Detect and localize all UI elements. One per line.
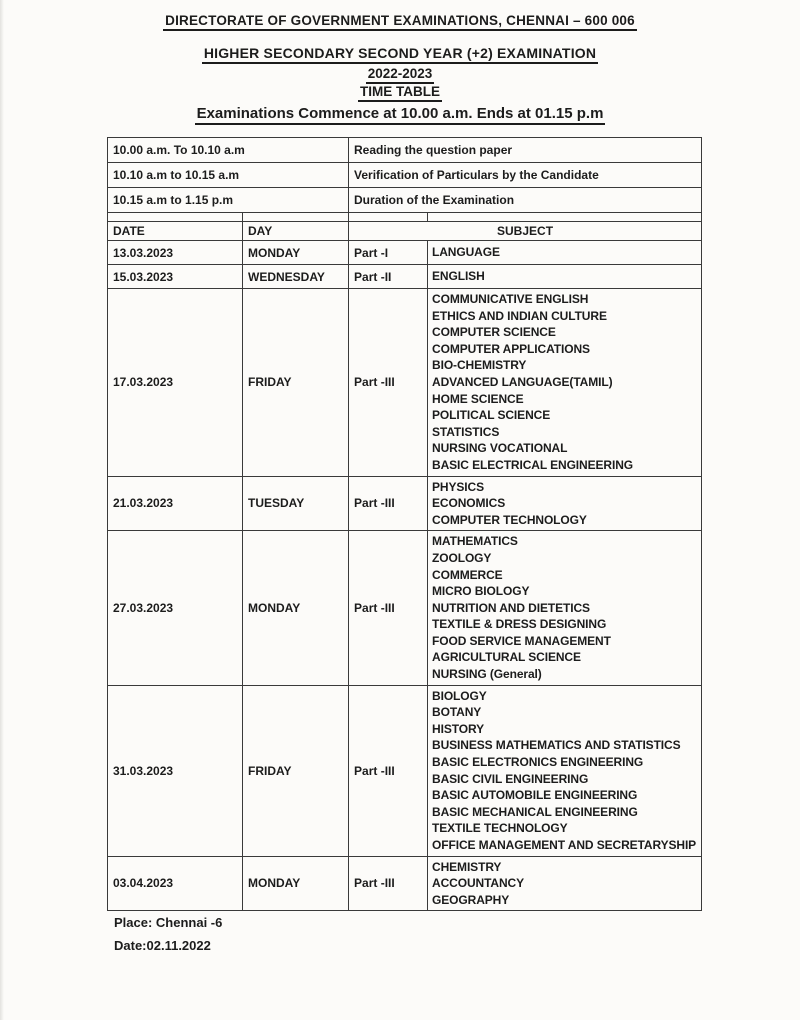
schedule-row	[108, 265, 702, 289]
info-row	[108, 188, 702, 213]
subject-column-header: SUBJECT	[349, 222, 702, 241]
footer-date: Date:02.11.2022	[114, 937, 211, 953]
footer	[114, 912, 222, 957]
part-cell: Part -I	[349, 241, 428, 265]
info-row	[108, 163, 702, 188]
timetable-label-text: TIME TABLE	[358, 84, 442, 102]
exam-title	[0, 45, 800, 64]
part-cell: Part -III	[349, 531, 428, 685]
info-activity-cell: Reading the question paper	[349, 138, 702, 163]
schedule-row	[108, 476, 702, 531]
academic-year	[0, 66, 800, 84]
part-cell: Part -III	[349, 289, 428, 477]
day-cell: FRIDAY	[243, 289, 349, 477]
directorate-title-text: DIRECTORATE OF GOVERNMENT EXAMINATIONS, CHENNAI – 600 006	[163, 13, 637, 31]
date-cell: 27.03.2023	[108, 531, 243, 685]
date-column-header: DATE	[108, 222, 243, 241]
footer-place: Place: Chennai -6	[114, 915, 223, 930]
date-cell: 31.03.2023	[108, 685, 243, 856]
info-time-cell: 10.10 a.m to 10.15 a.m	[108, 163, 349, 188]
info-time-cell: 10.00 a.m. To 10.10 a.m	[108, 138, 349, 163]
date-cell: 03.04.2023	[108, 856, 243, 911]
part-cell: Part -III	[349, 685, 428, 856]
directorate-title	[0, 13, 800, 31]
spacer-cell	[108, 213, 243, 222]
day-cell: FRIDAY	[243, 685, 349, 856]
date-cell: 21.03.2023	[108, 476, 243, 531]
timetable-label	[0, 84, 800, 102]
subjects-cell: ENGLISH	[428, 265, 702, 289]
spacer-cell	[428, 213, 702, 222]
exam-timetable	[107, 137, 702, 911]
day-cell: TUESDAY	[243, 476, 349, 531]
part-cell: Part -III	[349, 476, 428, 531]
part-cell: Part -II	[349, 265, 428, 289]
spacer-cell	[243, 213, 349, 222]
subjects-cell: BIOLOGY BOTANY HISTORY BUSINESS MATHEMATICS AND STATISTICS BASIC ELECTRONICS ENGINEERING BASIC CIVIL ENGINEERING BASIC AUTOMOBILE ENGINEERING BASIC MECHANICAL ENGINEERING TEXTILE TECHNOLOGY OFFICE MANAGEMENT AND SECRETARYSHIP	[428, 685, 702, 856]
subjects-cell: PHYSICS ECONOMICS COMPUTER TECHNOLOGY	[428, 476, 702, 531]
schedule-row	[108, 241, 702, 265]
info-row	[108, 138, 702, 163]
info-activity-cell: Verification of Particulars by the Candidate	[349, 163, 702, 188]
column-header-row	[108, 222, 702, 241]
date-cell: 13.03.2023	[108, 241, 243, 265]
date-cell: 17.03.2023	[108, 289, 243, 477]
day-cell: MONDAY	[243, 856, 349, 911]
commence-note	[0, 105, 800, 125]
schedule-row	[108, 531, 702, 685]
subjects-cell: MATHEMATICS ZOOLOGY COMMERCE MICRO BIOLOGY NUTRITION AND DIETETICS TEXTILE & DRESS DESIGNING FOOD SERVICE MANAGEMENT AGRICULTURAL SCIENCE NURSING (General)	[428, 531, 702, 685]
info-activity-cell: Duration of the Examination	[349, 188, 702, 213]
schedule-row	[108, 289, 702, 477]
subjects-cell: CHEMISTRY ACCOUNTANCY GEOGRAPHY	[428, 856, 702, 911]
day-cell: MONDAY	[243, 531, 349, 685]
date-cell: 15.03.2023	[108, 265, 243, 289]
day-cell: WEDNESDAY	[243, 265, 349, 289]
part-cell: Part -III	[349, 856, 428, 911]
commence-note-text: Examinations Commence at 10.00 a.m. Ends at 01.15 p.m	[195, 105, 606, 125]
schedule-row	[108, 685, 702, 856]
day-column-header: DAY	[243, 222, 349, 241]
spacer-cell	[349, 213, 428, 222]
spacer-row	[108, 213, 702, 222]
academic-year-text: 2022-2023	[366, 66, 435, 84]
info-time-cell: 10.15 a.m to 1.15 p.m	[108, 188, 349, 213]
exam-title-text: HIGHER SECONDARY SECOND YEAR (+2) EXAMINATION	[202, 45, 598, 64]
day-cell: MONDAY	[243, 241, 349, 265]
schedule-row	[108, 856, 702, 911]
subjects-cell: COMMUNICATIVE ENGLISH ETHICS AND INDIAN CULTURE COMPUTER SCIENCE COMPUTER APPLICATIONS BIO-CHEMISTRY ADVANCED LANGUAGE(TAMIL) HOME SCIENCE POLITICAL SCIENCE STATISTICS NURSING VOCATIONAL BASIC ELECTRICAL ENGINEERING	[428, 289, 702, 477]
subjects-cell: LANGUAGE	[428, 241, 702, 265]
